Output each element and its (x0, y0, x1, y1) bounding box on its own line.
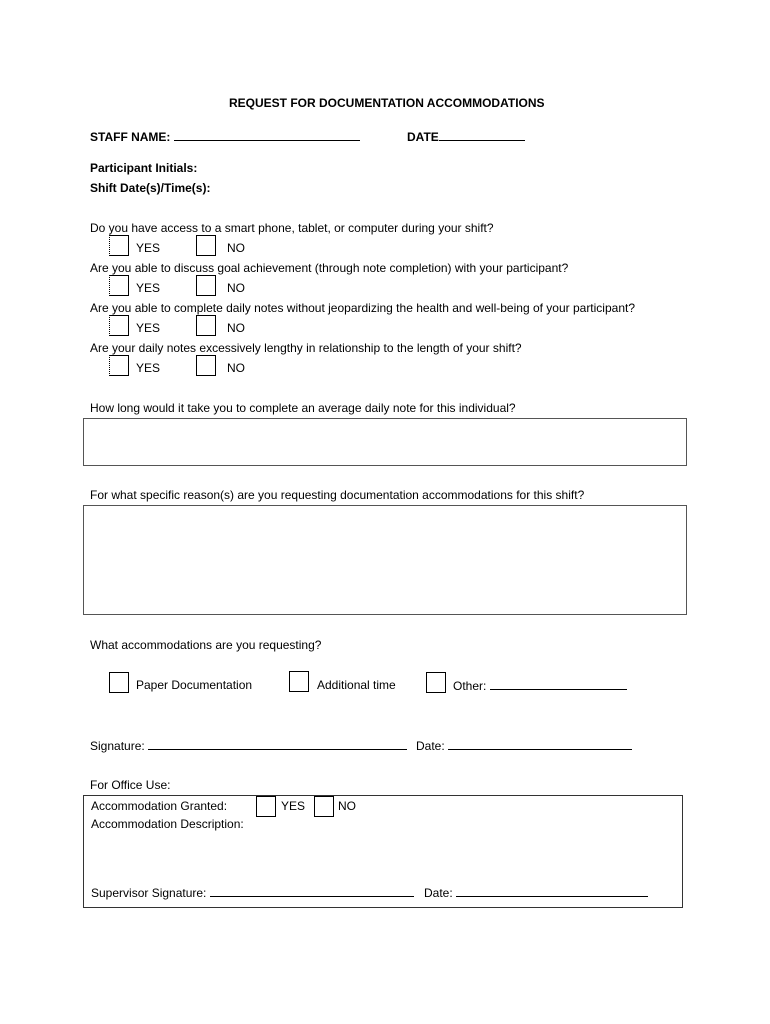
reason-question: For what specific reason(s) are you requesting documentation accommodations for this shift? (90, 488, 585, 502)
accommodations-question: What accommodations are you requesting? (90, 638, 322, 652)
question-2-yes-label: YES (136, 281, 161, 295)
other-label: Other: (453, 679, 487, 693)
how-long-question: How long would it take you to complete an average daily note for this individual? (90, 401, 516, 415)
question-1-no-label: NO (227, 241, 245, 255)
question-4-yes-label: YES (136, 361, 161, 375)
office-use-label: For Office Use: (90, 778, 171, 792)
office-use-box (83, 795, 683, 908)
staff-name-field[interactable] (174, 129, 360, 141)
granted-yes-label: YES (281, 799, 306, 813)
question-1-yes-checkbox[interactable] (109, 235, 129, 256)
date-field[interactable] (439, 129, 525, 141)
signature-date-row (416, 738, 632, 753)
date-row (407, 129, 525, 144)
participant-initials-label: Participant Initials: (90, 161, 198, 175)
question-4-yes-checkbox[interactable] (109, 355, 129, 376)
paper-documentation-checkbox[interactable] (109, 672, 129, 693)
question-2-no-label: NO (227, 281, 245, 295)
supervisor-signature-field[interactable] (210, 885, 414, 897)
supervisor-signature-label: Supervisor Signature: (91, 886, 207, 900)
additional-time-label: Additional time (317, 678, 396, 692)
additional-time-checkbox[interactable] (289, 671, 309, 692)
question-3-yes-label: YES (136, 321, 161, 335)
question-4-no-checkbox[interactable] (196, 355, 216, 376)
shift-dates-label: Shift Date(s)/Time(s): (90, 181, 211, 195)
supervisor-signature-row (91, 885, 414, 900)
other-row (453, 678, 627, 693)
accommodation-granted-label: Accommodation Granted: (91, 799, 228, 813)
granted-no-checkbox[interactable] (314, 796, 334, 817)
question-3-yes-checkbox[interactable] (109, 315, 129, 336)
question-4-no-label: NO (227, 361, 245, 375)
office-date-row (424, 885, 648, 900)
question-4-text: Are your daily notes excessively lengthy in relationship to the length of your shift? (90, 341, 522, 355)
question-2-text: Are you able to discuss goal achievement (through note completion) with your participant? (90, 261, 569, 275)
signature-date-field[interactable] (448, 738, 632, 750)
question-3-text: Are you able to complete daily notes without jeopardizing the health and well-being of your participant? (90, 301, 636, 315)
staff-name-row (90, 129, 360, 144)
signature-date-label: Date: (416, 739, 445, 753)
other-field[interactable] (490, 678, 627, 690)
accommodation-description-label: Accommodation Description: (91, 817, 244, 831)
question-1-no-checkbox[interactable] (196, 235, 216, 256)
signature-field[interactable] (148, 738, 407, 750)
question-1-text: Do you have access to a smart phone, tablet, or computer during your shift? (90, 221, 494, 235)
staff-name-label: STAFF NAME: (90, 130, 171, 144)
question-2-no-checkbox[interactable] (196, 275, 216, 296)
granted-yes-checkbox[interactable] (256, 796, 276, 817)
signature-label: Signature: (90, 739, 145, 753)
date-label: DATE (407, 130, 439, 144)
how-long-answer-box[interactable] (83, 418, 687, 466)
reason-answer-box[interactable] (83, 505, 687, 615)
office-date-label: Date: (424, 886, 453, 900)
granted-no-label: NO (338, 799, 356, 813)
question-3-no-label: NO (227, 321, 245, 335)
office-date-field[interactable] (456, 885, 648, 897)
paper-documentation-label: Paper Documentation (136, 678, 253, 692)
question-1-yes-label: YES (136, 241, 161, 255)
question-2-yes-checkbox[interactable] (109, 275, 129, 296)
form-title: REQUEST FOR DOCUMENTATION ACCOMMODATIONS (229, 96, 545, 110)
question-3-no-checkbox[interactable] (196, 315, 216, 336)
signature-row (90, 738, 407, 753)
other-checkbox[interactable] (426, 672, 446, 693)
